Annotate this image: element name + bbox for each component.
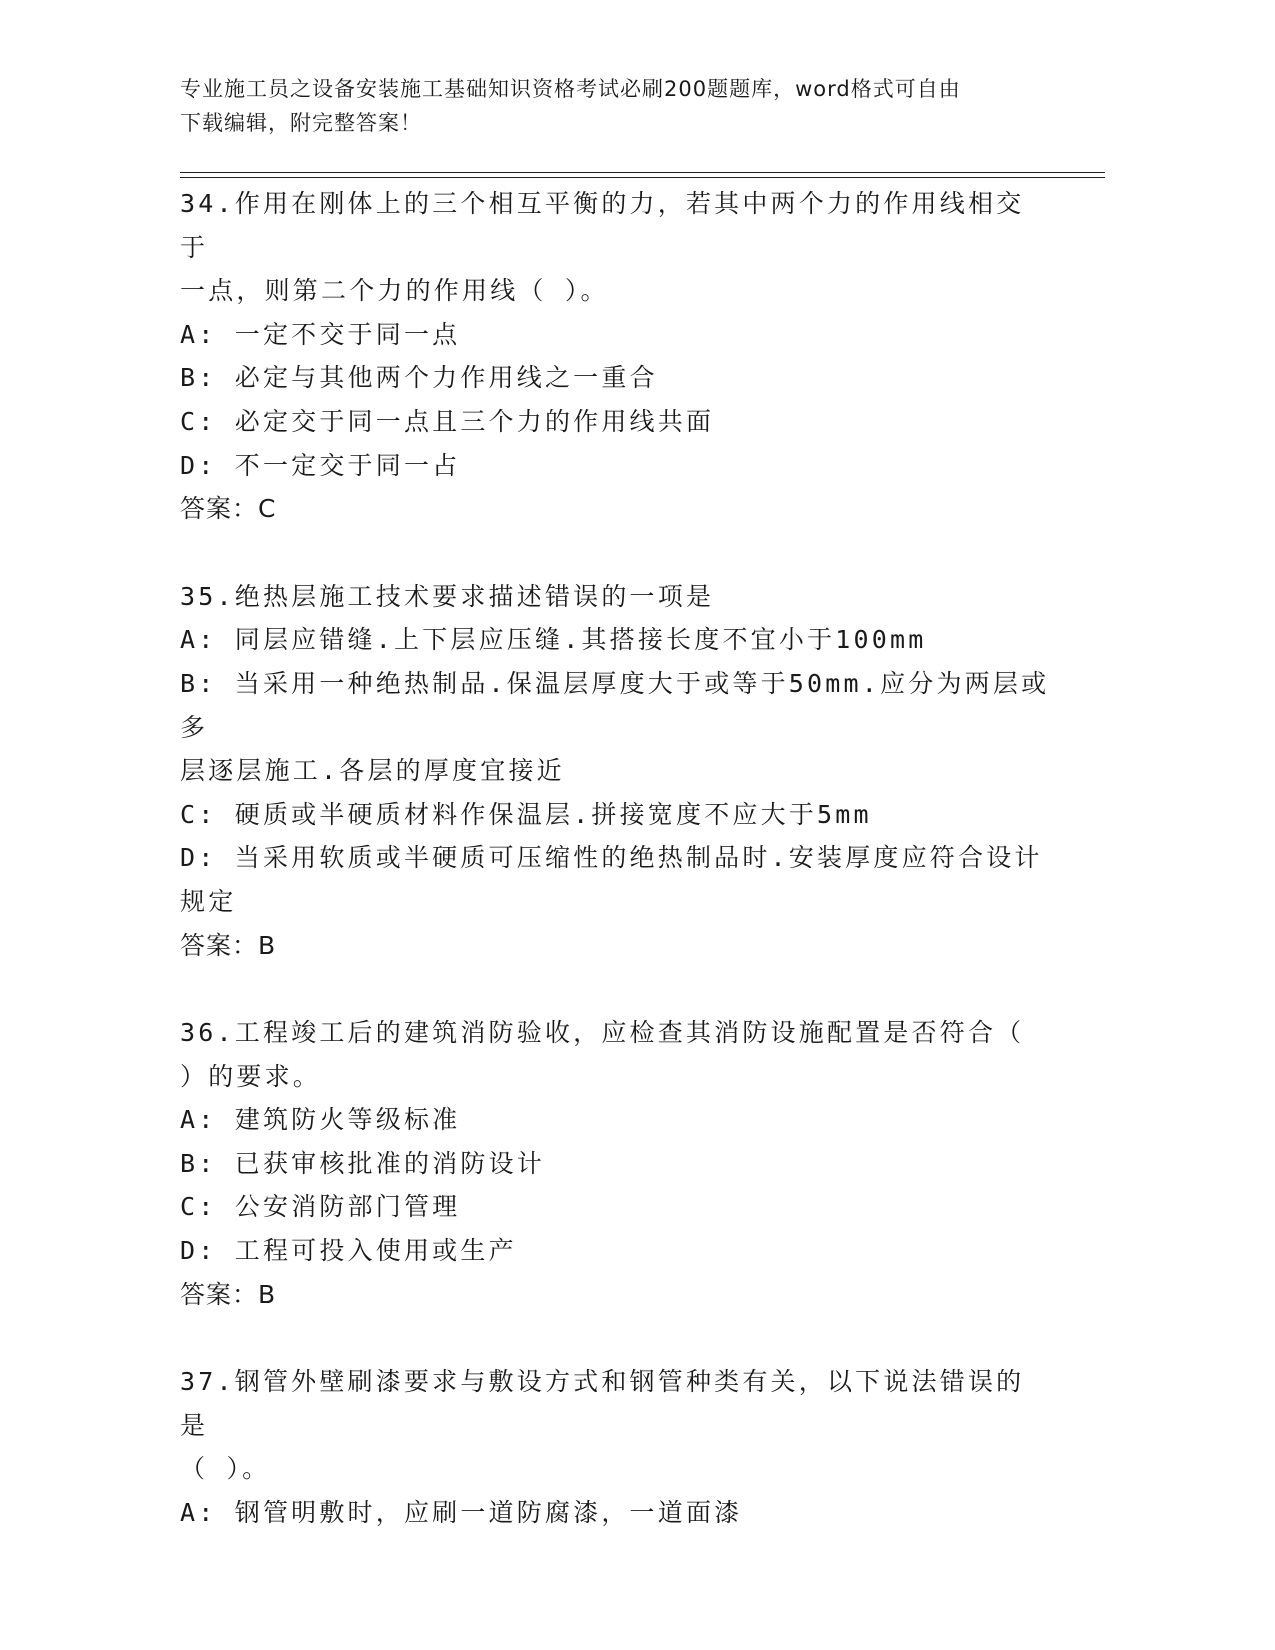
option-a: A: 一定不交于同一点 (180, 319, 461, 349)
header-divider-bottom (180, 177, 1105, 178)
option-d: D: 工程可投入使用或生产 (180, 1236, 517, 1266)
question-37 (180, 1360, 1050, 1534)
question-stem: 36.工程竣工后的建筑消防验收，应检查其消防设施配置是否符合（ (180, 1018, 1025, 1048)
question-stem: 34.作用在刚体上的三个相互平衡的力，若其中两个力的作用线相交于 (180, 189, 1025, 262)
option-a: A: 钢管明敷时，应刷一道防腐漆，一道面漆 (180, 1498, 743, 1528)
option-b: B: 必定与其他两个力作用线之一重合 (180, 363, 658, 393)
option-b-continued: 层逐层施工.各层的厚度宜接近 (180, 756, 565, 786)
option-a: A: 建筑防火等级标准 (180, 1105, 461, 1135)
header-divider-top (180, 172, 1105, 173)
question-stem: 35.绝热层施工技术要求描述错误的一项是 (180, 581, 715, 611)
option-d: D: 不一定交于同一占 (180, 450, 461, 480)
question-stem: 一点，则第二个力的作用线（ ）。 (180, 276, 609, 306)
document-header (180, 72, 1040, 140)
question-34 (180, 182, 1050, 531)
option-c: C: 硬质或半硬质材料作保温层.拼接宽度不应大于5mm (180, 799, 872, 829)
question-stem: ）的要求。 (180, 1061, 322, 1091)
option-d: D: 当采用软质或半硬质可压缩性的绝热制品时.安装厚度应符合设计 (180, 843, 1043, 873)
answer-label: 答案：B (180, 1279, 277, 1309)
question-36 (180, 1011, 1050, 1316)
question-list (180, 182, 1050, 1535)
option-c: C: 必定交于同一点且三个力的作用线共面 (180, 406, 715, 436)
option-a: A: 同层应错缝.上下层应压缝.其搭接长度不宜小于100mm (180, 625, 927, 655)
option-d-continued: 规定 (180, 886, 237, 916)
answer-label: 答案：C (180, 494, 277, 524)
question-35 (180, 575, 1050, 967)
option-c: C: 公安消防部门管理 (180, 1192, 461, 1222)
option-b: B: 已获审核批准的消防设计 (180, 1148, 545, 1178)
header-line-1: 专业施工员之设备安装施工基础知识资格考试必刷200题题库，word格式可自由 (180, 77, 961, 101)
answer-label: 答案：B (180, 930, 277, 960)
question-stem: 37.钢管外壁刷漆要求与敷设方式和钢管种类有关，以下说法错误的是 (180, 1367, 1025, 1440)
question-stem: （ ）。 (180, 1454, 271, 1484)
option-b: B: 当采用一种绝热制品.保温层厚度大于或等于50mm.应分为两层或多 (180, 668, 1050, 742)
header-line-2: 下载编辑，附完整答案！ (180, 111, 422, 135)
